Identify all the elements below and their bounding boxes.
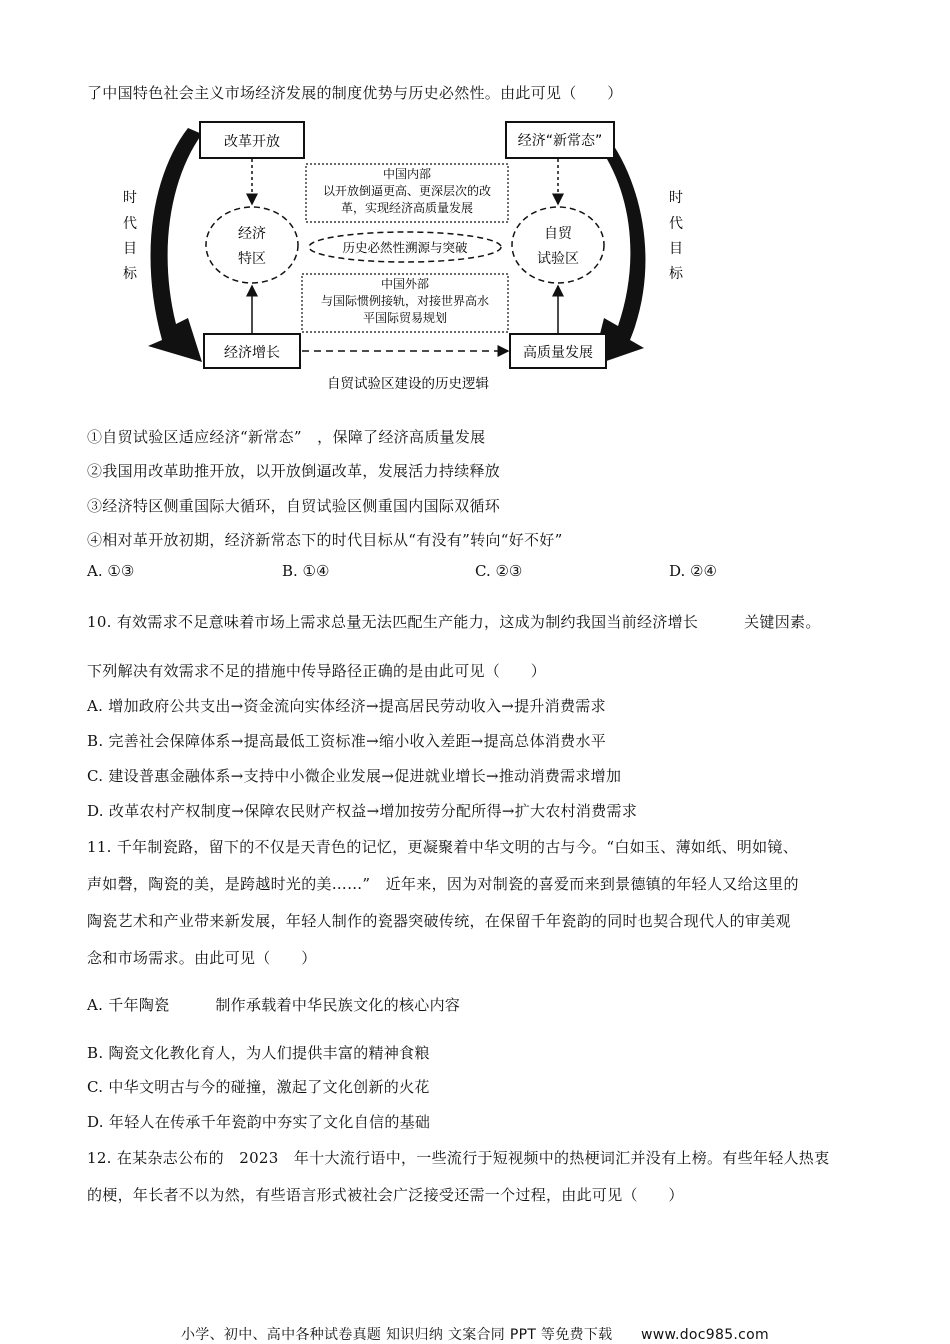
right-curved-arrow [592,140,645,366]
free-trade-zone-logic-diagram [110,112,683,402]
q11-stem-line4: 念和市场需求。由此可见（ ） [87,949,317,967]
svg-text:目: 目 [123,241,137,257]
box-new-normal-label: 经济“新常态” [517,133,603,149]
q9-option-c[interactable]: C. ②③ [475,562,523,580]
q10-stem-line1: 10. 有效需求不足意味着市场上需求总量无法匹配生产能力，这成为制约我国当前经济增长 关键因素。 [87,613,821,631]
q9-statement-3: ③经济特区侧重国际大循环，自贸试验区侧重国内国际双循环 [87,497,501,515]
intro-text: 了中国特色社会主义市场经济发展的制度优势与历史必然性。由此可见（ ） [87,84,623,102]
q12-stem-line2: 的梗，年长者不以为然，有些语言形式被社会广泛接受还需一个过程，由此可见（ ） [87,1186,684,1204]
q9-statement-1: ①自贸试验区适应经济“新常态” ，保障了经济高质量发展 [87,428,486,446]
q9-option-b[interactable]: B. ①④ [282,562,330,580]
svg-text:标: 标 [669,266,683,282]
q10-option-c[interactable]: C. 建设普惠金融体系→支持中小微企业发展→促进就业增长→推动消费需求增加 [87,767,622,785]
box-reform-label: 改革开放 [224,134,280,150]
svg-text:代: 代 [669,216,683,232]
diagram-caption: 自贸试验区建设的历史逻辑 [327,376,489,392]
svg-text:目: 目 [669,241,683,257]
footer-banner[interactable]: 小学、初中、高中各种试卷真题 知识归纳 文案合同 PPT 等免费下载 www.doc985.com [181,1327,769,1343]
ellipse-sez-line1: 经济 [238,226,266,242]
svg-text:时: 时 [669,190,683,206]
q11-option-b[interactable]: B. 陶瓷文化教化育人，为人们提供丰富的精神食粮 [87,1044,430,1062]
q9-option-d[interactable]: D. ②④ [669,562,717,580]
outer-line1: 与国际惯例接轨，对接世界高水 [320,294,490,308]
inner-line2: 革，实现经济高质量发展 [340,201,474,215]
ellipse-ftz [512,207,604,283]
ellipse-sez [206,207,298,283]
svg-text:标: 标 [123,266,137,282]
q10-option-b[interactable]: B. 完善社会保障体系→提高最低工资标准→缩小收入差距→提高总体消费水平 [87,732,607,750]
q9-statement-4: ④相对革开放初期，经济新常态下的时代目标从“有没有”转向“好不好” [87,531,563,549]
q11-stem-line3: 陶瓷艺术和产业带来新发展，年轻人制作的瓷器突破传统，在保留千年瓷韵的同时也契合现代人的审美观 [87,912,791,930]
side-label-left [123,190,138,282]
box-growth-label: 经济增长 [224,345,280,361]
q12-stem-line1: 12. 在某杂志公布的 2023 年十大流行语中，一些流行于短视频中的热梗词汇并没有上榜。有些年轻人热衷 [87,1149,830,1167]
svg-text:代: 代 [123,216,137,232]
outer-line2: 平国际贸易规划 [362,311,448,325]
inner-line1: 以开放倒逼更高、更深层次的改 [322,184,492,198]
box-high-quality-label: 高质量发展 [523,345,593,361]
ellipse-middle-label: 历史必然性溯源与突破 [342,240,468,255]
q9-statement-2: ②我国用改革助推开放，以开放倒逼改革，发展活力持续释放 [87,462,501,480]
q10-option-a[interactable]: A. 增加政府公共支出→资金流向实体经济→提高居民劳动收入→提升消费需求 [87,697,606,715]
left-curved-arrow [148,128,202,362]
q10-stem-line2: 下列解决有效需求不足的措施中传导路径正确的是由此可见（ ） [87,662,547,680]
outer-title: 中国外部 [380,277,430,291]
ellipse-sez-line2: 特区 [238,251,266,267]
q10-option-d[interactable]: D. 改革农村产权制度→保障农民财产权益→增加按劳分配所得→扩大农村消费需求 [87,802,638,820]
ellipse-ftz-line1: 自贸 [544,226,572,242]
side-label-right [669,190,684,282]
svg-text:时: 时 [123,190,137,206]
q11-option-d[interactable]: D. 年轻人在传承千年瓷韵中夯实了文化自信的基础 [87,1113,431,1131]
q11-stem-line2: 声如磬，陶瓷的美，是跨越时光的美……” 近年来，因为对制瓷的喜爱而来到景德镇的年轻人又给这里的 [87,875,799,893]
ellipse-ftz-line2: 试验区 [537,251,579,267]
q9-option-a[interactable]: A. ①③ [87,562,135,580]
q11-option-a[interactable]: A. 千年陶瓷 制作承载着中华民族文化的核心内容 [87,996,461,1014]
inner-title: 中国内部 [382,167,432,181]
q11-option-c[interactable]: C. 中华文明古与今的碰撞，激起了文化创新的火花 [87,1078,430,1096]
q11-stem-line1: 11. 千年制瓷路，留下的不仅是天青色的记忆，更凝聚着中华文明的古与今。“白如玉、薄如纸、明如镜、 [87,838,798,856]
